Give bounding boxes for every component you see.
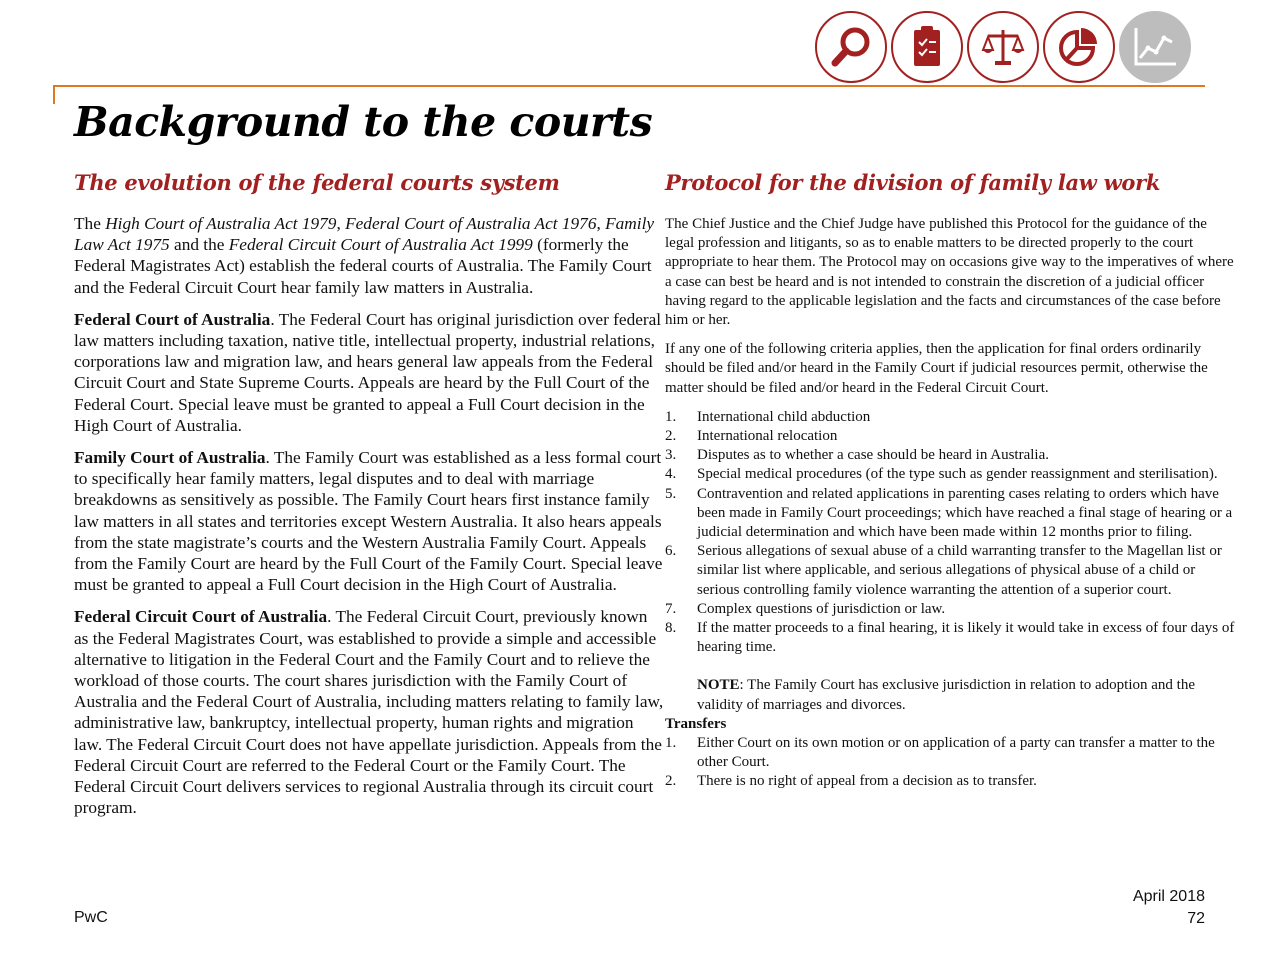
list-item	[665, 542, 1235, 600]
court-description: . The Federal Court has original jurisdiction over federal law matters including taxation, native title, intellectual property, industrial relations, corporations law and migration law, and hears general law appeals from the Federal Circuit Court and State Supreme Courts. Appeals are heard by the Full Court of the Federal Court. Special leave must be granted to appeal a Full Court decision in the High Court of Australia.	[74, 309, 662, 435]
footer-meta	[1133, 886, 1205, 930]
list-text: Serious allegations of sexual abuse of a child warranting transfer to the Magellan list or similar list where applicable, and serious allegations of physical abuse of a child or serious controlling family violence warranting the attention of a superior court.	[697, 543, 1222, 598]
list-text: International relocation	[697, 428, 838, 445]
list-text: Special medical procedures (of the type such as gender reassignment and sterilisation).	[697, 466, 1218, 483]
list-item	[665, 600, 1235, 619]
transfers-heading: Transfers	[665, 715, 727, 732]
line-chart-icon[interactable]	[1119, 11, 1191, 83]
right-heading: Protocol for the division of family law work	[665, 170, 1161, 195]
list-item	[665, 734, 1235, 772]
protocol-paragraph: The Chief Justice and the Chief Judge have published this Protocol for the guidance of the legal profession and litigants, so as to enable matters to be directed properly to the court appropriate to hear them. The Protocol may on occasions give way to the imperatives of where a case can best be heard and is not intended to constrain the discretion of a judicial officer having regard to the applicable legislation and the facts and circumstances of the case before him or her.	[665, 216, 1234, 329]
transfers-list	[665, 734, 1235, 792]
list-number: 3.	[665, 447, 677, 464]
act-title: Federal Circuit Court of Australia Act 1999	[228, 235, 533, 255]
section-icons	[815, 11, 1191, 87]
federal-court-paragraph	[74, 309, 664, 436]
intro-text: (formerly the Federal Magistrates Act) establish the federal courts of Australia. The Family Court and the Federal Circuit Court hear family law matters in Australia.	[74, 235, 652, 297]
intro-text: and the	[169, 235, 229, 255]
list-text: Contravention and related applications in parenting cases relating to orders which have been made in Family Court proceedings; which have reached a final stage of hearing or a judicial determination and which have been made within 12 months prior to filing.	[697, 485, 1233, 541]
act-title: Family Law Act 1975	[74, 214, 655, 255]
list-number: 6.	[665, 543, 677, 560]
clipboard-checklist-icon[interactable]	[891, 11, 963, 83]
list-number: 2.	[665, 428, 677, 445]
intro-text: The	[74, 214, 106, 233]
note-text: : The Family Court has exclusive jurisdiction in relation to adoption and the validity of marriages and divorces.	[697, 677, 1195, 713]
list-item	[665, 485, 1235, 543]
footer-brand: PwC	[74, 909, 108, 926]
list-number: 1.	[665, 735, 677, 752]
list-number: 5.	[665, 485, 677, 502]
header-rule	[53, 85, 1205, 87]
magnifier-icon[interactable]	[815, 11, 887, 83]
list-text: Disputes as to whether a case should be heard in Australia.	[697, 447, 1049, 464]
list-text: International child abduction	[697, 408, 871, 425]
list-item	[665, 446, 1235, 465]
left-heading: The evolution of the federal courts system	[74, 170, 560, 195]
left-column	[74, 213, 664, 829]
scales-icon[interactable]	[967, 11, 1039, 83]
intro-text: ,	[596, 214, 606, 233]
page-number: 72	[1187, 910, 1205, 927]
court-label: Federal Court of Australia	[74, 309, 271, 329]
list-item	[665, 772, 1235, 791]
intro-paragraph	[74, 213, 664, 298]
court-description: . The Federal Circuit Court, previously known as the Federal Magistrates Court, was established to provide a simple and accessible alternative to litigation in the Federal Court and the Family Court and to relieve the workload of those courts. The court shares jurisdiction with the Family Court of Australia and the Federal Court of Australia, including matters relating to family law, administrative law, bankruptcy, intellectual property, human rights and migration law. The Federal Circuit Court does not have appellate jurisdiction. Appeals from the Federal Circuit Court are referred to the Federal Court or the Family Court. The Federal Circuit Court delivers services to regional Australia through its circuit court program.	[74, 607, 664, 818]
circuit-court-paragraph	[74, 606, 664, 818]
list-text: If the matter proceeds to a final hearing, it is likely it would take in excess of four days of hearing time.	[697, 620, 1235, 656]
act-title: Federal Court of Australia Act 1976	[345, 214, 597, 233]
criteria-list	[665, 408, 1235, 658]
intro-text: ,	[336, 214, 346, 233]
list-number: 1.	[665, 408, 677, 425]
note-label: NOTE	[697, 677, 740, 694]
court-label: Family Court of Australia	[74, 448, 266, 468]
page-title: Background to the courts	[74, 98, 653, 146]
list-item	[665, 619, 1235, 657]
criteria-intro-paragraph: If any one of the following criteria applies, then the application for final orders ordinarily should be filed and/or heard in the Family Court if judicial resources permit, otherwise the matter should be filed and/or heard in the Federal Circuit Court.	[665, 341, 1208, 396]
list-text: Complex questions of jurisdiction or law.	[697, 600, 946, 617]
list-number: 4.	[665, 466, 677, 483]
court-description: . The Family Court was established as a less formal court to specifically hear family matters, legal disputes and to deal with marriage breakdowns as sensitively as possible. The Family Court hears first instance family law matters in all states and territories except Western Australia. It also hears appeals from the state magistrate’s courts and the Western Australia Family Court. Appeals from the Family Court are heard by the Full Court of the Family Court. Special leave must be granted to appeal a Full Court decision in the High Court of Australia.	[74, 448, 663, 595]
right-column	[665, 215, 1235, 792]
list-text: There is no right of appeal from a decision as to transfer.	[697, 773, 1037, 790]
header-rule-tick	[53, 85, 55, 104]
list-number: 2.	[665, 773, 677, 790]
list-item	[665, 427, 1235, 446]
list-number: 7.	[665, 600, 677, 617]
court-label: Federal Circuit Court of Australia	[74, 607, 328, 627]
act-title: High Court of Australia Act 1979	[105, 214, 337, 233]
family-court-paragraph	[74, 447, 664, 595]
note	[665, 676, 1235, 714]
list-item	[665, 465, 1235, 484]
list-item	[665, 408, 1235, 427]
list-number: 8.	[665, 620, 677, 637]
pie-chart-icon[interactable]	[1043, 11, 1115, 83]
list-text: Either Court on its own motion or on application of a party can transfer a matter to the other Court.	[697, 735, 1215, 771]
footer-date: April 2018	[1132, 888, 1205, 905]
